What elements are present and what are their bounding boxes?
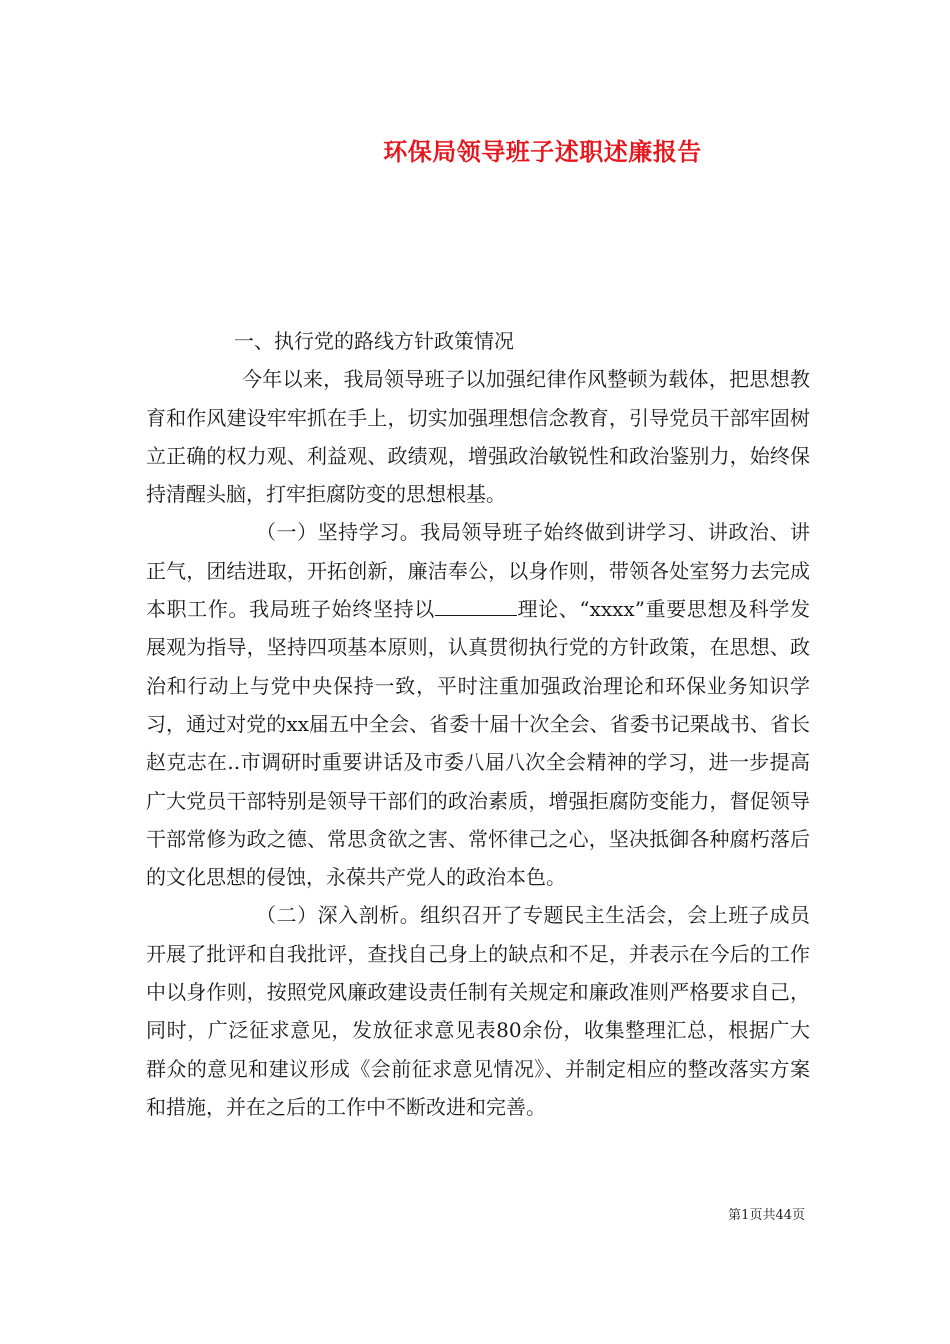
fill-in-blank	[435, 597, 517, 616]
page-number-footer: 第1页共44页	[728, 1208, 805, 1223]
document-title: 环保局领导班子述职述廉报告	[383, 137, 702, 166]
paragraph-study	[146, 513, 810, 896]
document-body	[146, 322, 810, 1126]
section-heading: 一、执行党的路线方针政策情况	[234, 329, 514, 353]
paragraph-study-part-2: 理论、“xxxx”重要思想及科学发展观为指导，坚持四项基本原则，认真贯彻执行党的方针政策，在思想、政治和行动上与党中央保持一致，平时注重加强政治理论和环保业务知识学习，通过对党的xx届五中全会、省委十届十次全会、省委书记栗战书、省长赵克志在..市调研时重要讲话及市委八届八次全会精神的学习，进一步提高广大党员干部特别是领导干部们的政治素质，增强拒腐防变能力，督促领导干部常修为政之德、常思贪欲之害、常怀律己之心，坚决抵御各种腐朽落后的文化思想的侵蚀，永葆共产党人的政治本色。	[146, 597, 810, 890]
paragraph-study-part-1: （一）坚持学习。我局领导班子始终做到讲学习、讲政治、讲正气，团结进取，开拓创新，廉洁奉公，以身作则，带领各处室努力去完成本职工作。我局班子始终坚持以	[146, 520, 810, 622]
paragraph-analysis: （二）深入剖析。组织召开了专题民主生活会，会上班子成员开展了批评和自我批评，查找自己身上的缺点和不足，并表示在今后的工作中以身作则，按照党风廉政建设责任制有关规定和廉政准则严格要求自己，同时，广泛征求意见，发放征求意见表80余份，收集整理汇总，根据广大群众的意见和建议形成《会前征求意见情况》、并制定相应的整改落实方案和措施，并在之后的工作中不断改进和完善。	[146, 903, 810, 1119]
paragraph-intro: 今年以来，我局领导班子以加强纪律作风整顿为载体，把思想教育和作风建设牢牢抓在手上，切实加强理想信念教育，引导党员干部牢固树立正确的权力观、利益观、政绩观，增强政治敏锐性和政治鉴别力，始终保持清醒头脑，打牢拒腐防变的思想根基。	[146, 367, 810, 507]
